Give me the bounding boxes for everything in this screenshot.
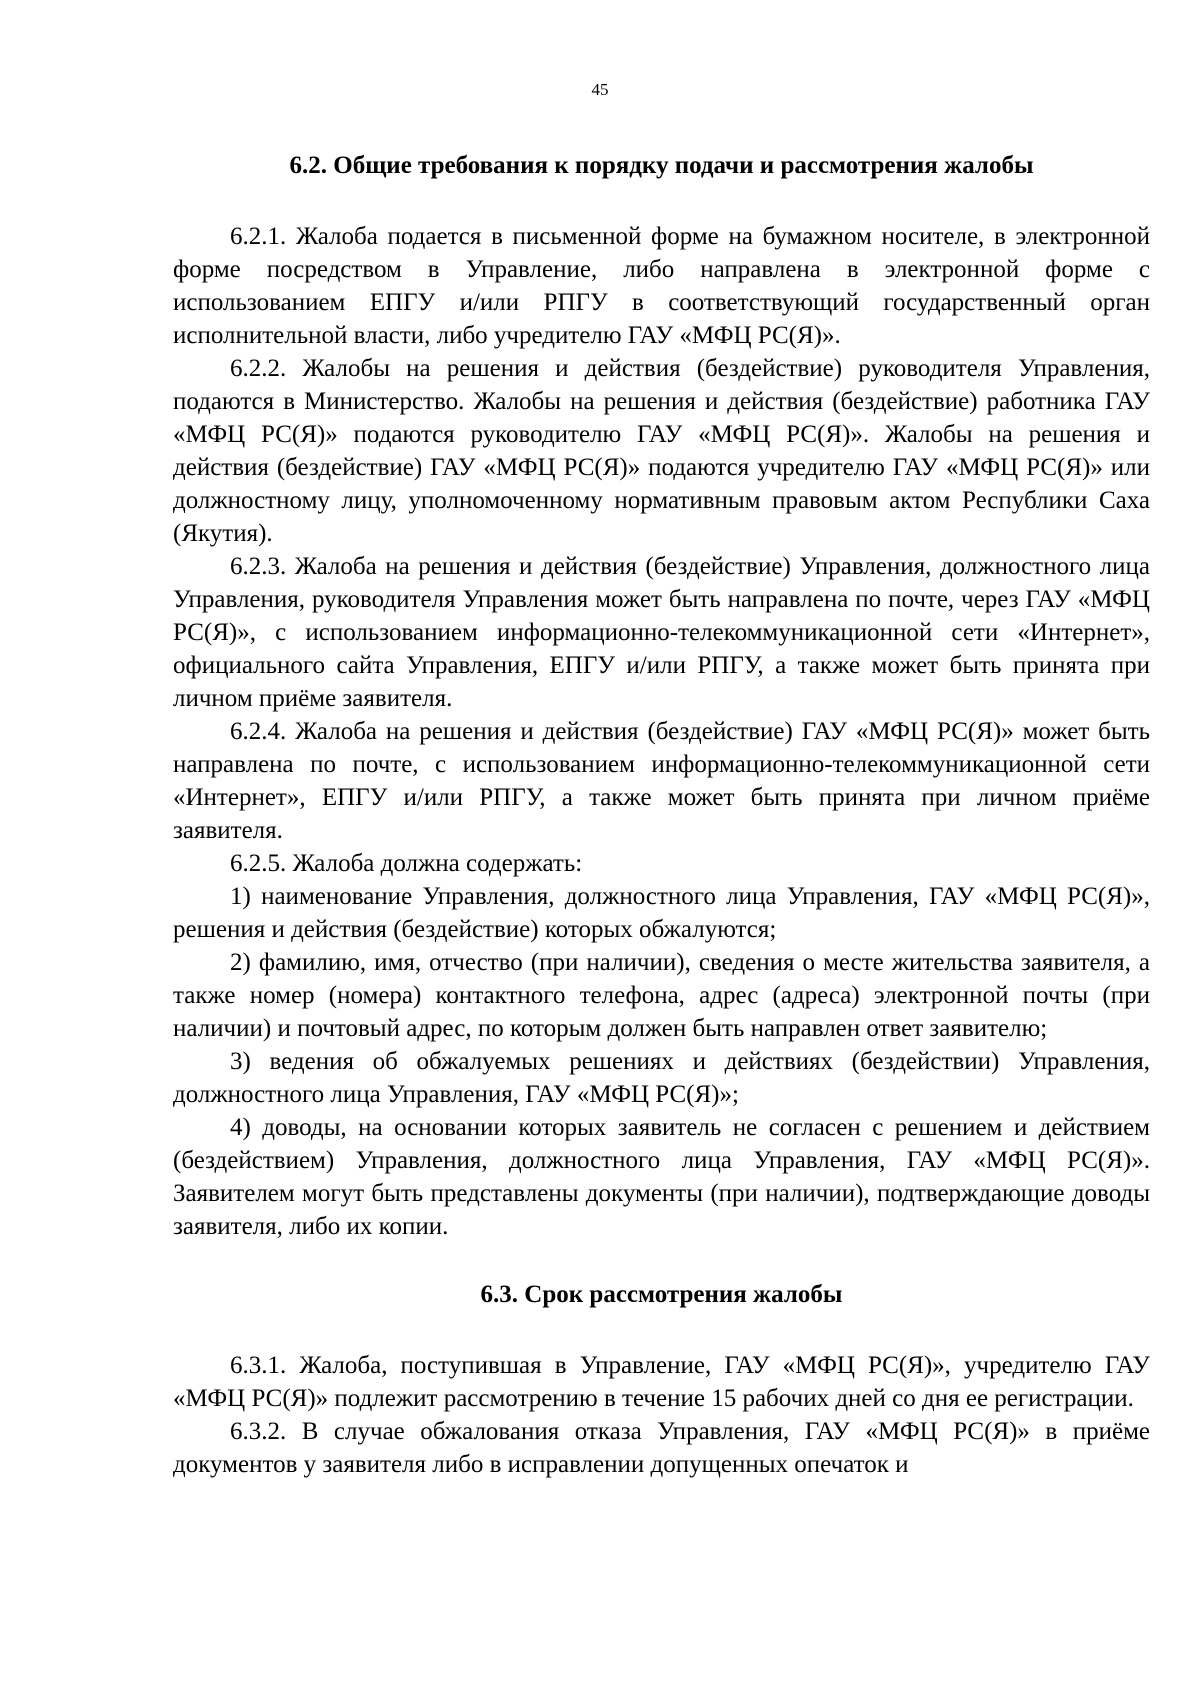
document-body xyxy=(173,150,1150,1481)
section-heading-6-2: 6.2. Общие требования к порядку подачи и рассмотрения жалобы xyxy=(289,152,1034,179)
list-item-4: 4) доводы, на основании которых заявитель не согласен с решением и действием (бездействием) Управления, должностного лица Управления, ГАУ «МФЦ РС(Я)». Заявителем могут быть представлены документы (при наличии), подтверждающие доводы заявителя, либо их копии. xyxy=(173,1114,1150,1240)
paragraph-6-3-2: 6.3.2. В случае обжалования отказа Управления, ГАУ «МФЦ РС(Я)» в приёме документов у заявителя либо в исправлении допущенных опечаток и xyxy=(173,1418,1150,1478)
section-6-3-body xyxy=(173,1349,1150,1481)
paragraph-6-2-3: 6.2.3. Жалоба на решения и действия (бездействие) Управления, должностного лица Управления, руководителя Управления может быть направлена по почте, через ГАУ «МФЦ РС(Я)», с использованием информационно-телекоммуникационной сети «Интернет», официального сайта Управления, ЕПГУ и/или РПГУ, а также может быть принята при личном приёме заявителя. xyxy=(173,553,1150,712)
paragraph-6-2-4: 6.2.4. Жалоба на решения и действия (бездействие) ГАУ «МФЦ РС(Я)» может быть направлена по почте, с использованием информационно-телекоммуникационной сети «Интернет», ЕПГУ и/или РПГУ, а также может быть принята при личном приёме заявителя. xyxy=(173,718,1150,844)
section-6-2-body xyxy=(173,220,1150,1243)
page-number: 45 xyxy=(591,80,609,99)
list-item-2: 2) фамилию, имя, отчество (при наличии), сведения о месте жительства заявителя, а также номер (номера) контактного телефона, адрес (адреса) электронной почты (при наличии) и почтовый адрес, по которым должен быть направлен ответ заявителю; xyxy=(173,949,1150,1042)
paragraph-6-2-1: 6.2.1. Жалоба подается в письменной форме на бумажном носителе, в электронной форме посредством в Управление, либо направлена в электронной форме с использованием ЕПГУ и/или РПГУ в соответствующий государственный орган исполнительной власти, либо учредителю ГАУ «МФЦ РС(Я)». xyxy=(173,223,1150,349)
section-heading-6-3: 6.3. Срок рассмотрения жалобы xyxy=(480,1281,843,1308)
list-item-3: 3) ведения об обжалуемых решениях и действиях (бездействии) Управления, должностного лица Управления, ГАУ «МФЦ РС(Я)»; xyxy=(173,1048,1150,1108)
paragraph-6-3-1: 6.3.1. Жалоба, поступившая в Управление, ГАУ «МФЦ РС(Я)», учредителю ГАУ «МФЦ РС(Я)» подлежит рассмотрению в течение 15 рабочих дней со дня ее регистрации. xyxy=(173,1352,1150,1412)
paragraph-6-2-2: 6.2.2. Жалобы на решения и действия (бездействие) руководителя Управления, подаются в Министерство. Жалобы на решения и действия (бездействие) работника ГАУ «МФЦ РС(Я)» подаются руководителю ГАУ «МФЦ РС(Я)». Жалобы на решения и действия (бездействие) ГАУ «МФЦ РС(Я)» подаются учредителю ГАУ «МФЦ РС(Я)» или должностному лицу, уполномоченному нормативным правовым актом Республики Саха (Якутия). xyxy=(173,355,1150,547)
list-item-1: 1) наименование Управления, должностного лица Управления, ГАУ «МФЦ РС(Я)», решения и действия (бездействие) которых обжалуются; xyxy=(173,883,1150,943)
paragraph-6-2-5: 6.2.5. Жалоба должна содержать: xyxy=(230,850,583,877)
